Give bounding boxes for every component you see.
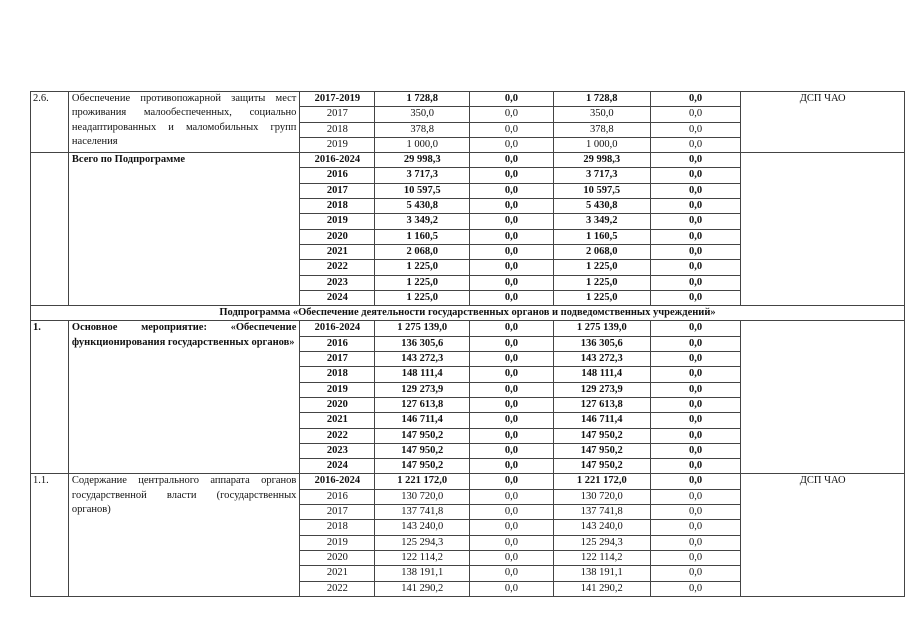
- cell-other: 0,0: [650, 474, 741, 489]
- cell-total: 5 430,8: [375, 199, 470, 214]
- cell-other: 0,0: [650, 107, 741, 122]
- responsible-org: [741, 153, 905, 306]
- cell-reg: 138 191,1: [553, 566, 650, 581]
- cell-reg: 146 711,4: [553, 413, 650, 428]
- cell-fed: 0,0: [470, 520, 554, 535]
- cell-year: 2020: [300, 229, 375, 244]
- cell-other: 0,0: [650, 168, 741, 183]
- cell-fed: 0,0: [470, 199, 554, 214]
- cell-fed: 0,0: [470, 183, 554, 198]
- cell-fed: 0,0: [470, 489, 554, 504]
- cell-total: 122 114,2: [375, 550, 470, 565]
- cell-other: 0,0: [650, 535, 741, 550]
- cell-fed: 0,0: [470, 428, 554, 443]
- cell-year: 2024: [300, 290, 375, 305]
- cell-total: 146 711,4: [375, 413, 470, 428]
- cell-total: 141 290,2: [375, 581, 470, 596]
- cell-fed: 0,0: [470, 229, 554, 244]
- cell-total: 1 221 172,0: [375, 474, 470, 489]
- cell-reg: 1 225,0: [553, 275, 650, 290]
- cell-fed: 0,0: [470, 244, 554, 259]
- cell-reg: 147 950,2: [553, 443, 650, 458]
- cell-other: 0,0: [650, 550, 741, 565]
- cell-total: 143 240,0: [375, 520, 470, 535]
- cell-other: 0,0: [650, 413, 741, 428]
- cell-year: 2023: [300, 275, 375, 290]
- cell-total: 1 275 139,0: [375, 321, 470, 336]
- cell-fed: 0,0: [470, 443, 554, 458]
- cell-reg: 1 000,0: [553, 137, 650, 152]
- cell-fed: 0,0: [470, 107, 554, 122]
- cell-total: 147 950,2: [375, 428, 470, 443]
- cell-reg: 1 728,8: [553, 92, 650, 107]
- cell-reg: 122 114,2: [553, 550, 650, 565]
- item-title: Содержание центрального аппарата органов государственной власти (государственных органов): [68, 474, 299, 596]
- cell-year: 2018: [300, 520, 375, 535]
- cell-total: 1 225,0: [375, 275, 470, 290]
- cell-total: 378,8: [375, 122, 470, 137]
- cell-fed: 0,0: [470, 382, 554, 397]
- cell-year: 2018: [300, 367, 375, 382]
- cell-other: 0,0: [650, 229, 741, 244]
- cell-reg: 136 305,6: [553, 336, 650, 351]
- item-number: 1.1.: [31, 474, 69, 596]
- cell-year: 2021: [300, 566, 375, 581]
- cell-fed: 0,0: [470, 459, 554, 474]
- cell-fed: 0,0: [470, 474, 554, 489]
- item-title: Обеспечение противопожарной защиты мест проживания малообеспеченных, социально неадаптированных и маломобильных групп населения: [68, 92, 299, 153]
- cell-total: 147 950,2: [375, 459, 470, 474]
- cell-other: 0,0: [650, 443, 741, 458]
- cell-reg: 378,8: [553, 122, 650, 137]
- cell-total: 136 305,6: [375, 336, 470, 351]
- cell-reg: 2 068,0: [553, 244, 650, 259]
- cell-reg: 127 613,8: [553, 397, 650, 412]
- cell-fed: 0,0: [470, 92, 554, 107]
- cell-fed: 0,0: [470, 260, 554, 275]
- cell-reg: 29 998,3: [553, 153, 650, 168]
- cell-reg: 148 111,4: [553, 367, 650, 382]
- cell-reg: 129 273,9: [553, 382, 650, 397]
- cell-other: 0,0: [650, 137, 741, 152]
- cell-other: 0,0: [650, 505, 741, 520]
- item-title: Всего по Подпрограмме: [68, 153, 299, 306]
- cell-other: 0,0: [650, 397, 741, 412]
- subprogram-header: Подпрограмма «Обеспечение деятельности государственных органов и подведомственных учреждений»: [31, 306, 905, 321]
- cell-other: 0,0: [650, 367, 741, 382]
- cell-fed: 0,0: [470, 581, 554, 596]
- item-number: 1.: [31, 321, 69, 474]
- cell-reg: 130 720,0: [553, 489, 650, 504]
- cell-total: 350,0: [375, 107, 470, 122]
- cell-year: 2022: [300, 260, 375, 275]
- cell-reg: 10 597,5: [553, 183, 650, 198]
- responsible-org: [741, 321, 905, 474]
- cell-total: 138 191,1: [375, 566, 470, 581]
- cell-total: 143 272,3: [375, 352, 470, 367]
- cell-other: 0,0: [650, 352, 741, 367]
- cell-fed: 0,0: [470, 122, 554, 137]
- cell-total: 29 998,3: [375, 153, 470, 168]
- cell-reg: 3 349,2: [553, 214, 650, 229]
- cell-fed: 0,0: [470, 275, 554, 290]
- cell-reg: 147 950,2: [553, 459, 650, 474]
- cell-total: 129 273,9: [375, 382, 470, 397]
- item-number: 2.6.: [31, 92, 69, 153]
- cell-fed: 0,0: [470, 352, 554, 367]
- cell-fed: 0,0: [470, 336, 554, 351]
- cell-reg: 3 717,3: [553, 168, 650, 183]
- cell-other: 0,0: [650, 382, 741, 397]
- cell-other: 0,0: [650, 244, 741, 259]
- item-number: [31, 153, 69, 306]
- cell-other: 0,0: [650, 459, 741, 474]
- table-row: [31, 474, 905, 489]
- cell-fed: 0,0: [470, 321, 554, 336]
- cell-year: 2019: [300, 535, 375, 550]
- cell-year: 2024: [300, 459, 375, 474]
- cell-year: 2017: [300, 183, 375, 198]
- responsible-org: ДСП ЧАО: [741, 474, 905, 596]
- cell-fed: 0,0: [470, 505, 554, 520]
- cell-other: 0,0: [650, 566, 741, 581]
- cell-reg: 5 430,8: [553, 199, 650, 214]
- cell-year: 2017-2019: [300, 92, 375, 107]
- cell-total: 130 720,0: [375, 489, 470, 504]
- cell-year: 2022: [300, 428, 375, 443]
- cell-total: 2 068,0: [375, 244, 470, 259]
- cell-fed: 0,0: [470, 535, 554, 550]
- cell-other: 0,0: [650, 183, 741, 198]
- cell-other: 0,0: [650, 214, 741, 229]
- cell-year: 2016-2024: [300, 153, 375, 168]
- cell-other: 0,0: [650, 321, 741, 336]
- cell-reg: 137 741,8: [553, 505, 650, 520]
- table-row: [31, 92, 905, 107]
- cell-reg: 143 272,3: [553, 352, 650, 367]
- cell-year: 2020: [300, 550, 375, 565]
- cell-fed: 0,0: [470, 290, 554, 305]
- cell-reg: 125 294,3: [553, 535, 650, 550]
- cell-total: 1 160,5: [375, 229, 470, 244]
- cell-year: 2016-2024: [300, 474, 375, 489]
- cell-total: 3 717,3: [375, 168, 470, 183]
- item-title: Основное мероприятие: «Обеспечение функционирования государственных органов»: [68, 321, 299, 474]
- responsible-org: ДСП ЧАО: [741, 92, 905, 153]
- cell-reg: 143 240,0: [553, 520, 650, 535]
- cell-fed: 0,0: [470, 413, 554, 428]
- cell-other: 0,0: [650, 153, 741, 168]
- cell-total: 1 728,8: [375, 92, 470, 107]
- cell-reg: 1 275 139,0: [553, 321, 650, 336]
- financing-table: [30, 91, 905, 597]
- cell-other: 0,0: [650, 428, 741, 443]
- cell-year: 2016: [300, 489, 375, 504]
- cell-other: 0,0: [650, 520, 741, 535]
- table-body: [31, 92, 905, 597]
- table-row: [31, 153, 905, 168]
- cell-other: 0,0: [650, 275, 741, 290]
- cell-total: 1 225,0: [375, 260, 470, 275]
- cell-fed: 0,0: [470, 153, 554, 168]
- cell-year: 2017: [300, 505, 375, 520]
- cell-year: 2016-2024: [300, 321, 375, 336]
- cell-other: 0,0: [650, 290, 741, 305]
- cell-year: 2016: [300, 168, 375, 183]
- cell-year: 2017: [300, 107, 375, 122]
- cell-fed: 0,0: [470, 367, 554, 382]
- cell-reg: 1 225,0: [553, 260, 650, 275]
- cell-fed: 0,0: [470, 550, 554, 565]
- cell-total: 3 349,2: [375, 214, 470, 229]
- cell-fed: 0,0: [470, 214, 554, 229]
- cell-year: 2018: [300, 199, 375, 214]
- cell-other: 0,0: [650, 199, 741, 214]
- cell-year: 2019: [300, 382, 375, 397]
- cell-total: 127 613,8: [375, 397, 470, 412]
- cell-total: 1 000,0: [375, 137, 470, 152]
- cell-year: 2016: [300, 336, 375, 351]
- cell-year: 2019: [300, 214, 375, 229]
- table-row: [31, 321, 905, 336]
- cell-total: 147 950,2: [375, 443, 470, 458]
- cell-total: 148 111,4: [375, 367, 470, 382]
- cell-other: 0,0: [650, 336, 741, 351]
- cell-total: 1 225,0: [375, 290, 470, 305]
- cell-reg: 1 225,0: [553, 290, 650, 305]
- cell-other: 0,0: [650, 122, 741, 137]
- cell-total: 125 294,3: [375, 535, 470, 550]
- cell-year: 2020: [300, 397, 375, 412]
- cell-other: 0,0: [650, 581, 741, 596]
- cell-other: 0,0: [650, 260, 741, 275]
- cell-total: 10 597,5: [375, 183, 470, 198]
- cell-reg: 147 950,2: [553, 428, 650, 443]
- subprogram-header-row: [31, 306, 905, 321]
- cell-reg: 141 290,2: [553, 581, 650, 596]
- cell-reg: 350,0: [553, 107, 650, 122]
- cell-year: 2018: [300, 122, 375, 137]
- cell-other: 0,0: [650, 92, 741, 107]
- cell-year: 2019: [300, 137, 375, 152]
- cell-reg: 1 160,5: [553, 229, 650, 244]
- cell-year: 2021: [300, 244, 375, 259]
- cell-total: 137 741,8: [375, 505, 470, 520]
- cell-year: 2023: [300, 443, 375, 458]
- cell-fed: 0,0: [470, 397, 554, 412]
- cell-reg: 1 221 172,0: [553, 474, 650, 489]
- cell-year: 2017: [300, 352, 375, 367]
- cell-other: 0,0: [650, 489, 741, 504]
- cell-fed: 0,0: [470, 137, 554, 152]
- cell-year: 2021: [300, 413, 375, 428]
- cell-fed: 0,0: [470, 566, 554, 581]
- cell-fed: 0,0: [470, 168, 554, 183]
- cell-year: 2022: [300, 581, 375, 596]
